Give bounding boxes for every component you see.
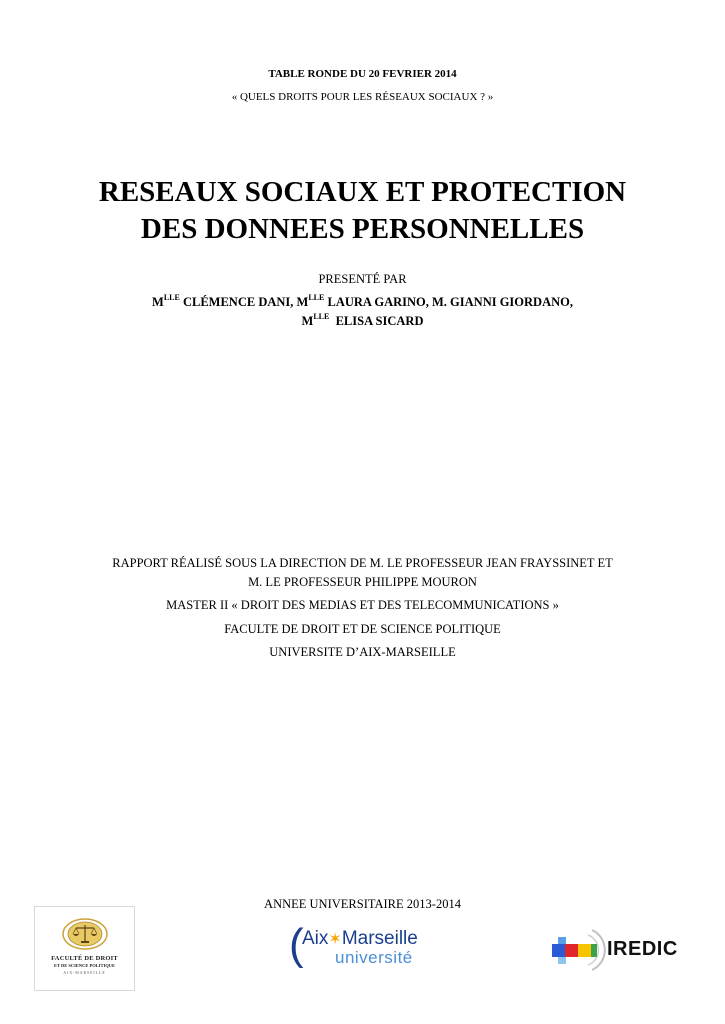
amu-word-universite: université [335,948,413,967]
author-1: CLÉMENCE DANI, [182,295,294,309]
author-2-3: LAURA GARINO, M. GIANNI GIORDANO, [327,295,573,309]
direction-line-1: RAPPORT RÉALISÉ SOUS LA DIRECTION DE M. LE PROFESSEUR JEAN FRAYSSINET ET [112,556,613,570]
title-prefix: M [296,295,309,309]
presented-by-label: PRESENTÉ PAR [318,272,407,286]
faculty-logo-subname: ET DE SCIENCE POLITIQUE [53,963,116,968]
scales-of-justice-icon [60,917,110,951]
report-info [0,554,725,667]
faculty-logo-city: AIX-MARSEILLE [63,971,106,975]
aix-marseille-universite-logo [289,920,434,969]
title-suffix: LLE [163,293,180,302]
document-title [0,174,725,248]
author-4: ELISA SICARD [335,314,424,328]
event-subtitle: « QUELS DROITS POUR LES RÉSEAUX SOCIAUX ? » [231,91,494,103]
title-line-2: DES DONNEES PERSONNELLES [140,213,585,245]
authors-line-2 [0,312,725,331]
title-prefix: M [152,295,164,309]
iredic-logo [552,922,682,978]
title-prefix: M [301,314,314,328]
iredic-emblem-icon [552,922,608,978]
amu-word-marseille: Marseille [341,928,418,949]
brace-icon: ( [289,920,304,969]
title-suffix: LLE [313,312,330,321]
master-line: MASTER II « DROIT DES MEDIAS ET DES TELECOMMUNICATIONS » [166,598,559,612]
title-suffix: LLE [308,293,325,302]
faculty-logo-name: FACULTÉ DE DROIT [51,955,118,962]
authors-list [0,293,725,331]
faculty-logo [34,906,135,991]
title-line-1: RESEAUX SOCIAUX ET PROTECTION [98,176,627,208]
event-title: TABLE RONDE DU 20 FEVRIER 2014 [268,68,457,80]
star-icon: ✶ [328,931,342,948]
university-line: UNIVERSITE D’AIX-MARSEILLE [269,645,456,659]
amu-wordmark [302,928,418,950]
direction-block [0,554,725,591]
faculty-line: FACULTE DE DROIT ET DE SCIENCE POLITIQUE [224,621,501,636]
direction-line-2: M. LE PROFESSEUR PHILIPPE MOURON [248,574,477,589]
academic-year: ANNEE UNIVERSITAIRE 2013-2014 [264,897,461,911]
authors-line-1 [0,293,725,312]
amu-word-aix: Aix [302,928,329,949]
iredic-wordmark: IREDIC [607,938,678,960]
